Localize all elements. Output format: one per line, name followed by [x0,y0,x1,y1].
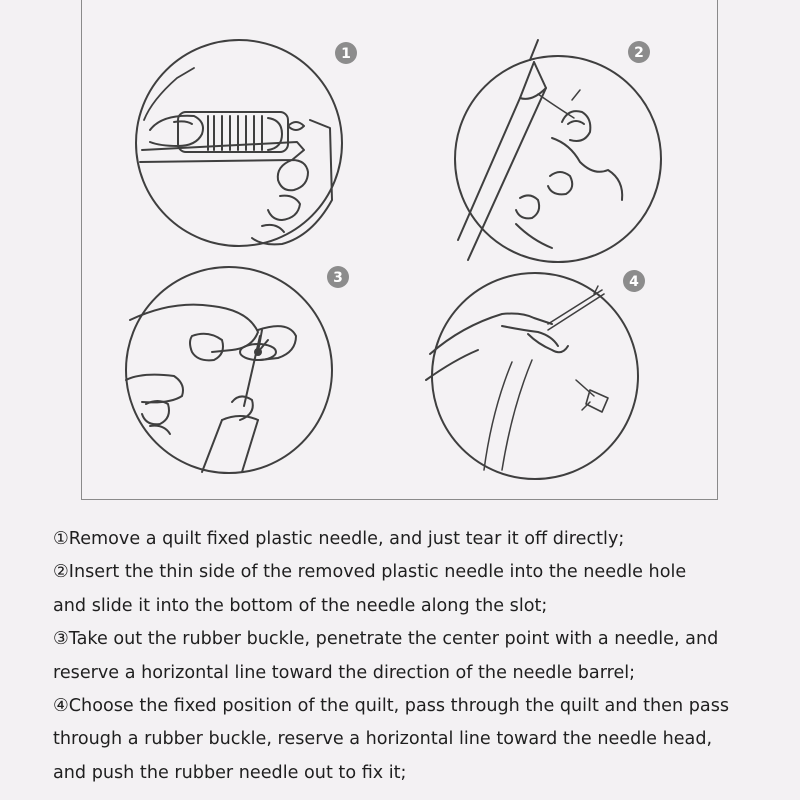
instruction-line-3: and slide it into the bottom of the needle along the slot; [53,595,548,616]
step-4-circle [432,273,638,479]
step-3-circle [126,267,332,473]
instruction-line-1: ①Remove a quilt fixed plastic needle, and just tear it off directly; [53,529,625,549]
instructions-text [53,523,793,790]
step-3-number: 3 [333,270,343,286]
illustration-panel [81,0,718,500]
instruction-line-6: ④Choose the fixed position of the quilt, pass through the quilt and then pass [53,696,730,717]
step-2-illustration [455,40,661,262]
step-4-illustration [426,270,645,479]
step-4-number: 4 [629,274,639,290]
instruction-line-5: reserve a horizontal line toward the direction of the needle barrel; [53,662,636,683]
step-2-number: 2 [634,45,644,61]
step-1-illustration [136,40,357,246]
step-2-circle [455,56,661,262]
step-3-illustration [126,266,349,473]
step-1-number: 1 [341,46,351,62]
instruction-line-8: and push the rubber needle out to fix it; [53,762,407,783]
illustration-svg [82,0,719,500]
instruction-line-4: ③Take out the rubber buckle, penetrate the center point with a needle, and [53,629,719,650]
instruction-line-2: ②Insert the thin side of the removed plastic needle into the needle hole [53,562,687,583]
instruction-line-7: through a rubber buckle, reserve a horizontal line toward the needle head, [53,729,713,750]
